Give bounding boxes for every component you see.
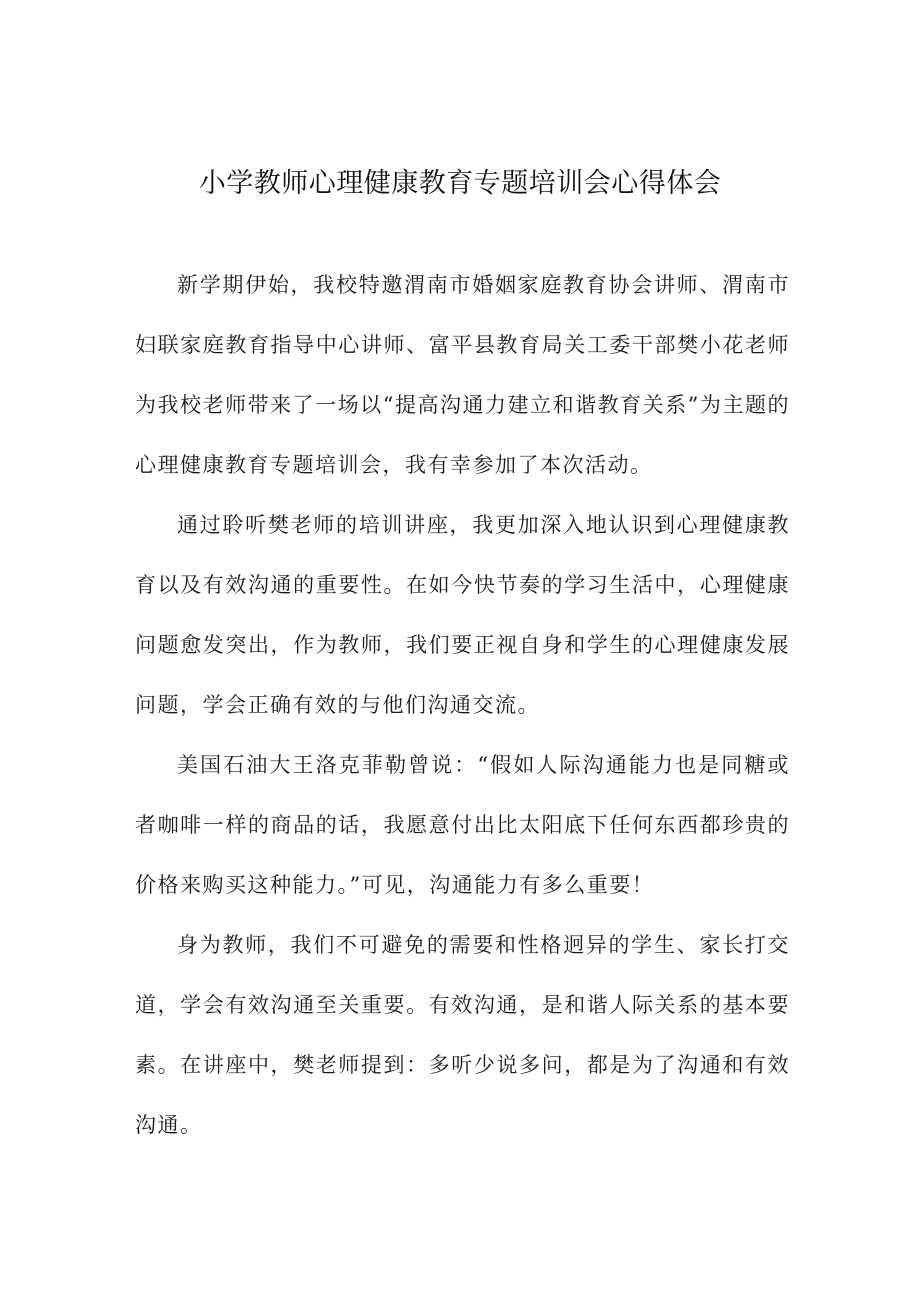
- paragraph-4: 身为教师，我们不可避免的需要和性格迥异的学生、家长打交道，学会有效沟通至关重要。有效沟通，是和谐人际关系的基本要素。在讲座中，樊老师提到：多听少说多问，都是为了沟通和有效沟通。: [135, 933, 790, 1137]
- paragraph-2: 通过聆听樊老师的培训讲座，我更加深入地认识到心理健康教育以及有效沟通的重要性。在如今快节奏的学习生活中，心理健康问题愈发突出，作为教师，我们要正视自身和学生的心理健康发展问题，学会正确有效的与他们沟通交流。: [135, 513, 790, 717]
- document-body: [135, 255, 790, 1155]
- paragraph-3: 美国石油大王洛克菲勒曾说：“假如人际沟通能力也是同糖或者咖啡一样的商品的话，我愿意付出比太阳底下任何东西都珍贵的价格来购买这种能力。”可见，沟通能力有多么重要！: [135, 753, 790, 897]
- document-title: 小学教师心理健康教育专题培训会心得体会: [198, 168, 722, 199]
- paragraph-1: 新学期伊始，我校特邀渭南市婚姻家庭教育协会讲师、渭南市妇联家庭教育指导中心讲师、富平县教育局关工委干部樊小花老师为我校老师带来了一场以“提高沟通力建立和谐教育关系”为主题的心理健康教育专题培训会，我有幸参加了本次活动。: [135, 273, 790, 477]
